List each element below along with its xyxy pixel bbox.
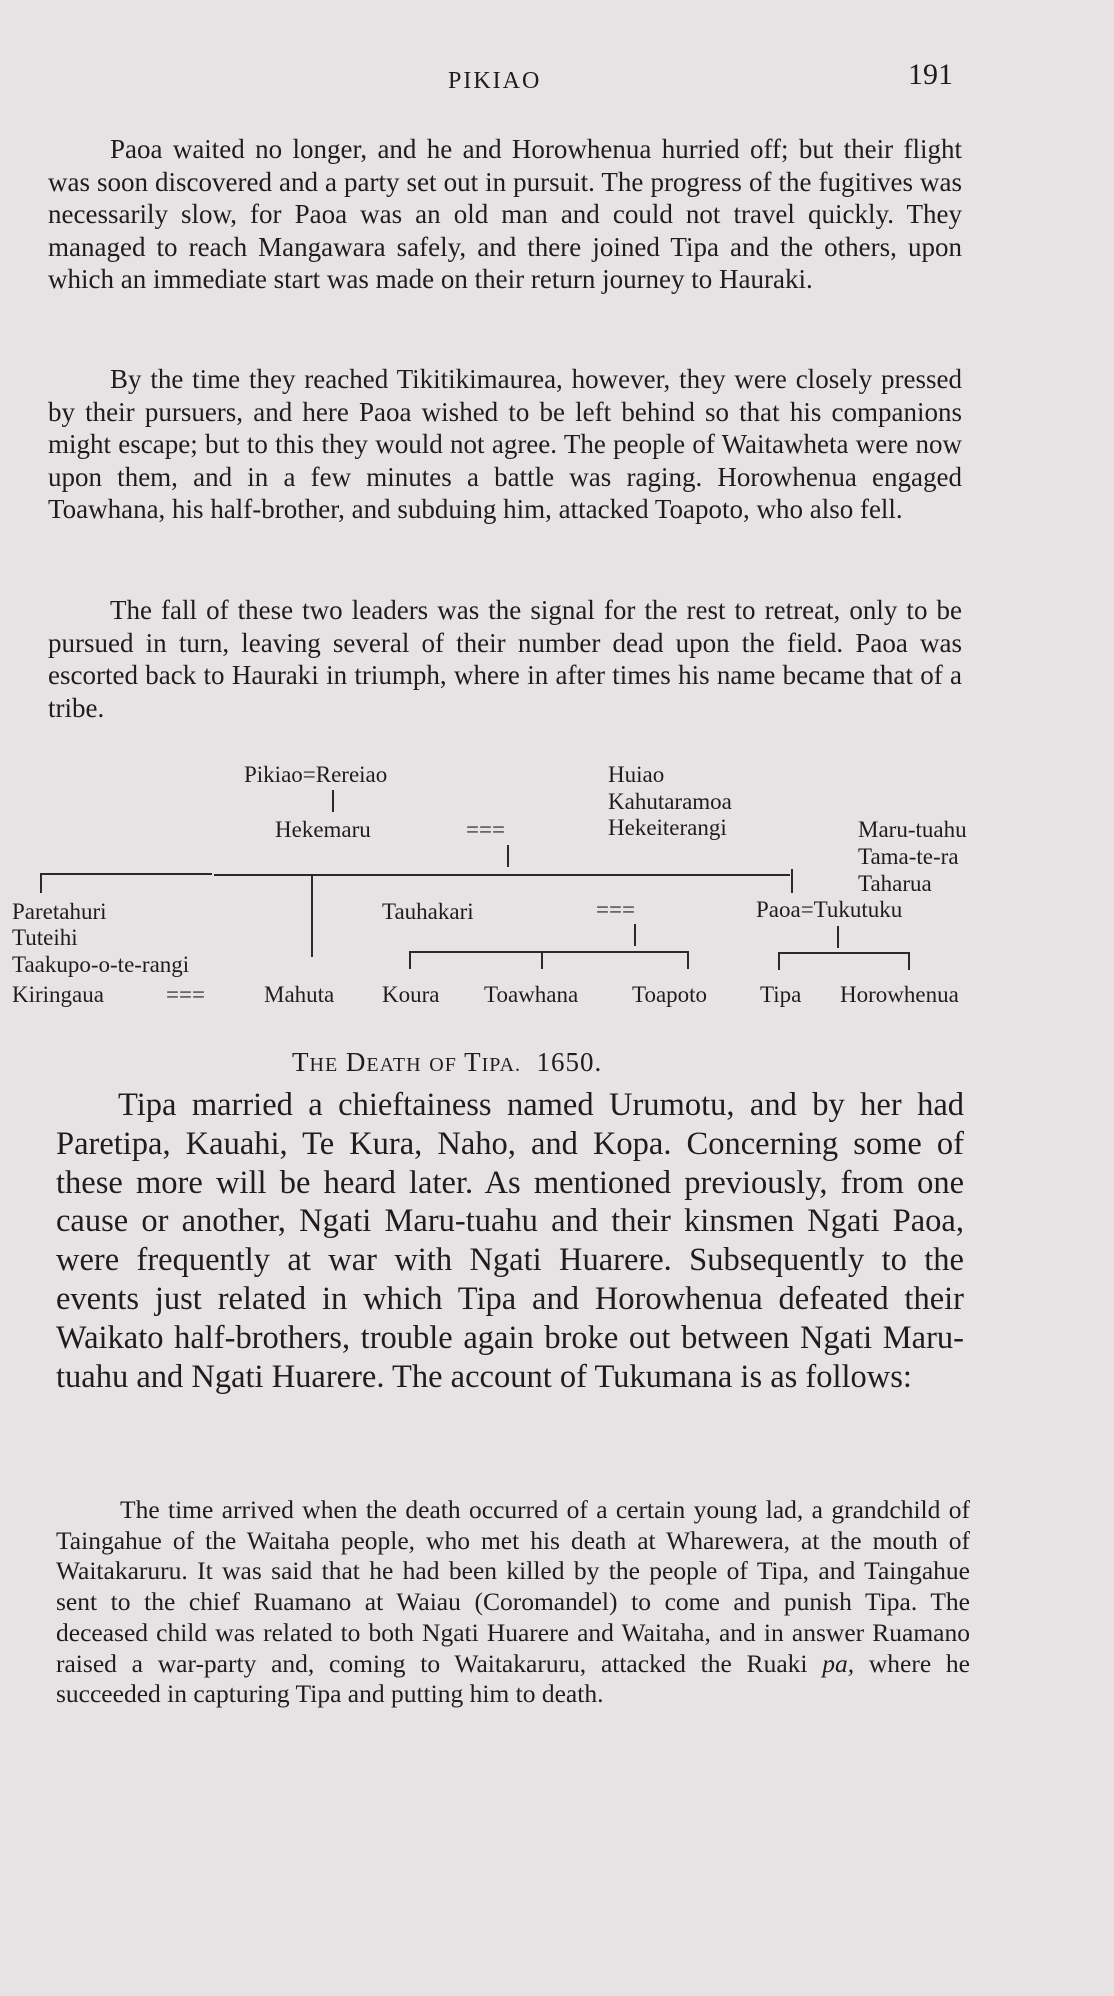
gen-paoa-tukutuku: Paoa=Tukutuku — [756, 897, 903, 922]
heading-d: D — [345, 1047, 367, 1077]
gen-tama-te-ra: Tama-te-ra — [858, 844, 959, 869]
gen-tuteihi: Tuteihi — [12, 925, 78, 950]
gen-koura: Koura — [382, 982, 440, 1007]
heading-ipa: IPA. — [481, 1054, 522, 1076]
running-head: PIKIAO — [448, 68, 542, 94]
gen-tipa: Tipa — [760, 982, 802, 1007]
gen-hekeiterangi: Hekeiterangi — [608, 815, 727, 840]
gen-marriage-2: === — [166, 982, 205, 1007]
gen-maru-tuahu: Maru-tuahu — [858, 817, 967, 842]
heading-of: OF — [429, 1054, 457, 1076]
gen-line-toapoto — [687, 953, 689, 969]
gen-line-horowhenua — [908, 954, 910, 970]
heading-year: 1650. — [536, 1047, 603, 1077]
gen-huiao: Huiao — [608, 762, 665, 787]
gen-line-paoa-down — [791, 869, 793, 893]
paragraph-3: The fall of these two leaders was the signal for the rest to retreat, only to be pursued in turn, leaving several of their number dead upon the field. Paoa was escorted back to Hauraki in triumph, where in after times his name became that of a tribe. — [48, 595, 962, 723]
gen-line-main-branch — [214, 874, 790, 876]
heading-he: HE — [309, 1054, 339, 1076]
gen-line-children-1 — [409, 951, 689, 953]
gen-taakupo: Taakupo-o-te-rangi — [12, 952, 190, 977]
heading-t: T — [292, 1047, 310, 1077]
gen-line-koura — [409, 953, 411, 969]
heading-tipa-t: T — [464, 1047, 482, 1077]
gen-taharua: Taharua — [858, 871, 932, 896]
quote-paragraph — [56, 1495, 970, 1710]
gen-paretahuri: Paretahuri — [12, 899, 107, 924]
gen-kiringaua: Kiringaua — [12, 982, 104, 1007]
gen-mahuta: Mahuta — [264, 982, 335, 1007]
paragraph-2: By the time they reached Tikitikimaurea, however, they were closely pressed by their pursuers, and here Paoa wished to be left behind so that his companions might escape; but to this they would not agree. The people of Waitawheta were now upon them, and in a few minutes a battle was raging. Horowhenua engaged Toawhana, his half-brother, and subduing him, attacked Toapoto, who also fell. — [48, 364, 962, 525]
gen-line-tipa — [778, 954, 780, 970]
gen-marriage-3: === — [596, 897, 635, 922]
gen-line-tauhakari-down — [634, 924, 636, 946]
gen-horowhenua: Horowhenua — [840, 982, 959, 1007]
gen-line-pikiao-down — [332, 790, 334, 812]
gen-hekemaru: Hekemaru — [275, 817, 371, 842]
gen-tauhakari: Tauhakari — [382, 899, 474, 924]
section-heading — [292, 1047, 602, 1078]
gen-line-marriage-down — [507, 845, 509, 867]
gen-line-paretahuri-down — [40, 875, 42, 893]
heading-eath: EATH — [366, 1054, 422, 1076]
gen-kahutaramoa: Kahutaramoa — [608, 789, 732, 814]
paragraph-1: Paoa waited no longer, and he and Horowhenua hurried off; but their flight was soon discovered and a party set out in pursuit. The progress of the fugitives was necessarily slow, for Paoa was an old man and could not travel quickly. They managed to reach Mangawara safely, and there joined Tipa and the others, upon which an immediate start was made on their return journey to Hauraki. — [48, 134, 962, 295]
gen-pikiao-rereiao: Pikiao=Rereiao — [244, 762, 388, 787]
quote-italic-pa: pa, — [822, 1648, 855, 1678]
gen-marriage-1: === — [466, 817, 505, 842]
gen-line-toawhana — [541, 953, 543, 969]
gen-toawhana: Toawhana — [484, 982, 579, 1007]
quote-text-end: where he succeeded in capturing Tipa and putting him to death. — [56, 1648, 970, 1709]
quote-text-main: The time arrived when the death occurred of a certain young lad, a grandchild of Taingahue of the Waitaha people, who met his death at Wharewera, at the mouth of Waitakaruru. It was said that he had been killed by the people of Tipa, and Taingahue sent to the chief Ruamano at Waiau (Coromandel) to come and punish Tipa. The deceased child was related to both Ngati Huarere and Waitaha, and in answer Ruamano raised a war-party and, coming to Waitakaruru, attacked the Ruaki — [56, 1495, 970, 1678]
large-paragraph: Tipa married a chieftainess named Urumotu, and by her had Paretipa, Kauahi, Te Kura, Naho, and Kopa. Concerning some of these more will be heard later. As mentioned previously, from one cause or another, Ngati Maru-tuahu and their kinsmen Ngati Paoa, were frequently at war with Ngati Huarere. Subsequently to the events just related in which Tipa and Horowhenua defeated their Waikato half-brothers, trouble again broke out between Ngati Maru-tuahu and Ngati Huarere. The account of Tukumana is as follows: — [56, 1087, 964, 1395]
page-number: 191 — [908, 58, 953, 91]
gen-line-tukutuku-down — [837, 926, 839, 948]
gen-toapoto: Toapoto — [632, 982, 708, 1007]
gen-line-children-2 — [778, 952, 910, 954]
gen-line-left-branch — [40, 873, 212, 875]
gen-line-mahuta-down — [311, 875, 313, 957]
